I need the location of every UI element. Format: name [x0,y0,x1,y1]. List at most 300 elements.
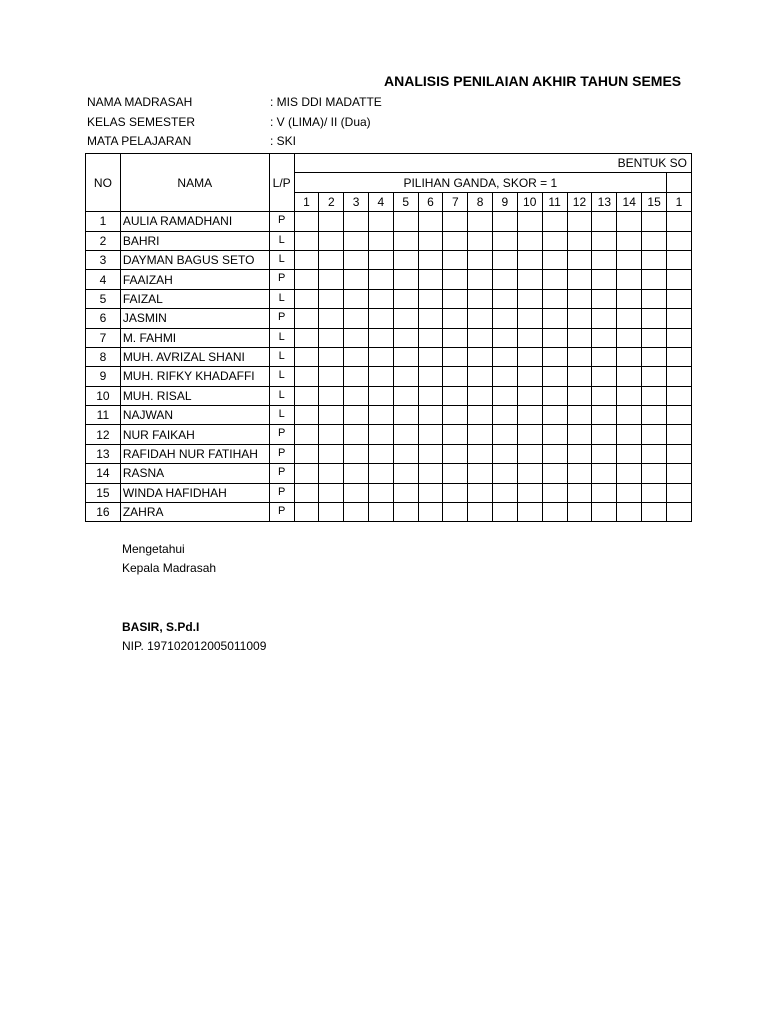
score-cell[interactable] [492,406,517,425]
table-row [86,250,692,269]
score-cell[interactable] [567,347,592,366]
score-cell[interactable] [667,289,692,308]
question-number-header: 4 [369,192,394,211]
score-cell[interactable] [567,464,592,483]
score-cell[interactable] [492,367,517,386]
score-cell[interactable] [542,309,567,328]
score-cell[interactable] [492,386,517,405]
score-cell[interactable] [418,328,443,347]
score-cell[interactable] [592,309,617,328]
score-cell[interactable] [418,347,443,366]
score-cell[interactable] [617,444,642,463]
score-cell[interactable] [667,503,692,522]
score-cell[interactable] [542,425,567,444]
score-cell[interactable] [492,270,517,289]
score-cell[interactable] [319,212,344,231]
score-cell[interactable] [344,270,369,289]
score-cell[interactable] [567,386,592,405]
table-row [86,367,692,386]
question-number-header: 13 [592,192,617,211]
score-cell[interactable] [344,212,369,231]
row-number: 11 [86,406,121,425]
score-cell[interactable] [592,270,617,289]
score-cell[interactable] [567,328,592,347]
score-cell[interactable] [418,270,443,289]
score-cell[interactable] [468,250,493,269]
score-cell[interactable] [642,503,667,522]
score-cell[interactable] [393,347,418,366]
score-cell[interactable] [319,231,344,250]
score-cell[interactable] [517,347,542,366]
student-name: DAYMAN BAGUS SETO [120,250,269,269]
score-cell[interactable] [369,464,394,483]
score-cell[interactable] [492,444,517,463]
score-cell[interactable] [567,289,592,308]
score-cell[interactable] [492,250,517,269]
student-name: NUR FAIKAH [120,425,269,444]
score-cell[interactable] [468,406,493,425]
score-cell[interactable] [592,367,617,386]
score-cell[interactable] [592,483,617,502]
table-row [86,289,692,308]
score-cell[interactable] [369,250,394,269]
student-name: MUH. RIFKY KHADAFFI [120,367,269,386]
score-cell[interactable] [319,270,344,289]
meta-value-nama-madrasah: : MIS DDI MADATTE [270,95,382,109]
score-cell[interactable] [642,367,667,386]
score-cell[interactable] [294,464,319,483]
score-cell[interactable] [667,328,692,347]
score-cell[interactable] [617,347,642,366]
score-cell[interactable] [617,367,642,386]
score-cell[interactable] [517,367,542,386]
score-cell[interactable] [294,386,319,405]
score-cell[interactable] [393,444,418,463]
score-cell[interactable] [642,386,667,405]
score-cell[interactable] [393,231,418,250]
score-cell[interactable] [567,444,592,463]
score-cell[interactable] [369,289,394,308]
score-cell[interactable] [468,212,493,231]
score-cell[interactable] [369,444,394,463]
score-cell[interactable] [642,289,667,308]
score-cell[interactable] [393,309,418,328]
score-cell[interactable] [344,309,369,328]
score-cell[interactable] [294,328,319,347]
score-cell[interactable] [642,309,667,328]
score-cell[interactable] [592,503,617,522]
score-cell[interactable] [542,464,567,483]
score-cell[interactable] [369,483,394,502]
score-cell[interactable] [294,483,319,502]
table-row [86,386,692,405]
score-cell[interactable] [468,270,493,289]
score-cell[interactable] [517,289,542,308]
score-cell[interactable] [418,309,443,328]
score-cell[interactable] [667,425,692,444]
score-cell[interactable] [443,270,468,289]
score-cell[interactable] [393,464,418,483]
score-cell[interactable] [592,444,617,463]
header-no: NO [86,154,121,212]
question-number-header: 9 [492,192,517,211]
score-cell[interactable] [294,231,319,250]
score-cell[interactable] [642,347,667,366]
score-cell[interactable] [468,464,493,483]
score-cell[interactable] [667,464,692,483]
score-cell[interactable] [418,289,443,308]
score-cell[interactable] [517,386,542,405]
student-name: RAFIDAH NUR FATIHAH [120,444,269,463]
score-cell[interactable] [592,212,617,231]
score-cell[interactable] [344,464,369,483]
score-cell[interactable] [517,483,542,502]
row-number: 1 [86,212,121,231]
score-cell[interactable] [369,503,394,522]
row-number: 10 [86,386,121,405]
score-cell[interactable] [542,503,567,522]
score-cell[interactable] [418,425,443,444]
score-cell[interactable] [542,483,567,502]
score-cell[interactable] [567,503,592,522]
score-cell[interactable] [542,212,567,231]
score-cell[interactable] [319,347,344,366]
score-cell[interactable] [319,406,344,425]
score-cell[interactable] [418,212,443,231]
score-cell[interactable] [443,328,468,347]
score-cell[interactable] [344,250,369,269]
score-cell[interactable] [667,212,692,231]
score-cell[interactable] [468,328,493,347]
score-cell[interactable] [542,328,567,347]
score-cell[interactable] [369,328,394,347]
table-row [86,483,692,502]
score-cell[interactable] [567,425,592,444]
score-cell[interactable] [468,347,493,366]
score-cell[interactable] [443,309,468,328]
score-cell[interactable] [344,347,369,366]
score-cell[interactable] [393,250,418,269]
score-cell[interactable] [517,406,542,425]
score-cell[interactable] [667,483,692,502]
score-cell[interactable] [592,425,617,444]
score-cell[interactable] [517,309,542,328]
score-cell[interactable] [492,483,517,502]
score-cell[interactable] [567,483,592,502]
score-cell[interactable] [418,250,443,269]
score-cell[interactable] [393,503,418,522]
score-cell[interactable] [468,444,493,463]
score-cell[interactable] [667,231,692,250]
score-cell[interactable] [319,328,344,347]
score-cell[interactable] [443,425,468,444]
score-cell[interactable] [617,503,642,522]
score-cell[interactable] [294,309,319,328]
score-cell[interactable] [567,231,592,250]
score-cell[interactable] [667,386,692,405]
score-cell[interactable] [294,367,319,386]
score-cell[interactable] [517,328,542,347]
score-cell[interactable] [642,444,667,463]
score-cell[interactable] [319,367,344,386]
score-cell[interactable] [369,347,394,366]
score-cell[interactable] [617,309,642,328]
score-cell[interactable] [468,386,493,405]
score-cell[interactable] [592,289,617,308]
score-cell[interactable] [369,270,394,289]
score-cell[interactable] [393,270,418,289]
score-cell[interactable] [319,425,344,444]
score-cell[interactable] [617,289,642,308]
score-cell[interactable] [617,250,642,269]
student-name: ZAHRA [120,503,269,522]
score-cell[interactable] [319,444,344,463]
score-cell[interactable] [393,425,418,444]
score-cell[interactable] [617,386,642,405]
score-cell[interactable] [369,406,394,425]
score-cell[interactable] [319,250,344,269]
score-cell[interactable] [319,483,344,502]
score-cell[interactable] [369,212,394,231]
table-row [86,212,692,231]
score-cell[interactable] [418,406,443,425]
score-cell[interactable] [617,328,642,347]
score-cell[interactable] [344,367,369,386]
score-cell[interactable] [492,212,517,231]
score-cell[interactable] [592,347,617,366]
row-number: 15 [86,483,121,502]
score-cell[interactable] [492,328,517,347]
score-cell[interactable] [393,367,418,386]
student-name: FAAIZAH [120,270,269,289]
row-number: 3 [86,250,121,269]
score-cell[interactable] [294,444,319,463]
score-cell[interactable] [294,406,319,425]
score-cell[interactable] [517,425,542,444]
score-cell[interactable] [592,406,617,425]
score-cell[interactable] [393,328,418,347]
meta-value-mata-pelajaran: : SKI [270,134,297,148]
score-cell[interactable] [418,231,443,250]
score-cell[interactable] [592,386,617,405]
score-cell[interactable] [517,250,542,269]
score-cell[interactable] [418,367,443,386]
score-cell[interactable] [344,328,369,347]
score-cell[interactable] [369,425,394,444]
score-cell[interactable] [567,270,592,289]
score-cell[interactable] [344,503,369,522]
score-cell[interactable] [642,250,667,269]
score-cell[interactable] [617,406,642,425]
score-cell[interactable] [642,483,667,502]
student-gender: P [269,444,294,463]
score-cell[interactable] [542,406,567,425]
score-analysis-table [85,153,692,522]
score-cell[interactable] [294,289,319,308]
score-cell[interactable] [393,212,418,231]
score-cell[interactable] [319,386,344,405]
score-cell[interactable] [294,347,319,366]
score-cell[interactable] [667,347,692,366]
meta-label-mata-pelajaran: MATA PELAJARAN [87,134,192,148]
score-cell[interactable] [567,212,592,231]
score-cell[interactable] [294,425,319,444]
score-cell[interactable] [667,406,692,425]
score-cell[interactable] [369,367,394,386]
score-cell[interactable] [468,425,493,444]
score-cell[interactable] [443,250,468,269]
score-cell[interactable] [592,464,617,483]
score-cell[interactable] [667,250,692,269]
score-cell[interactable] [468,309,493,328]
score-cell[interactable] [393,289,418,308]
score-cell[interactable] [492,309,517,328]
student-name: WINDA HAFIDHAH [120,483,269,502]
score-cell[interactable] [642,231,667,250]
score-cell[interactable] [492,289,517,308]
score-cell[interactable] [542,386,567,405]
score-cell[interactable] [567,309,592,328]
score-cell[interactable] [443,406,468,425]
score-cell[interactable] [443,289,468,308]
score-cell[interactable] [617,464,642,483]
footer-mengetahui: Mengetahui [122,542,185,556]
score-cell[interactable] [617,231,642,250]
score-cell[interactable] [542,367,567,386]
meta-label-kelas-semester: KELAS SEMESTER [87,115,196,129]
score-cell[interactable] [418,386,443,405]
table-row [86,347,692,366]
score-cell[interactable] [443,347,468,366]
score-cell[interactable] [642,425,667,444]
score-cell[interactable] [667,270,692,289]
score-cell[interactable] [443,386,468,405]
score-cell[interactable] [468,503,493,522]
score-cell[interactable] [443,367,468,386]
score-cell[interactable] [642,464,667,483]
score-cell[interactable] [369,386,394,405]
score-cell[interactable] [468,231,493,250]
score-cell[interactable] [369,231,394,250]
score-cell[interactable] [567,367,592,386]
score-cell[interactable] [492,425,517,444]
score-cell[interactable] [517,231,542,250]
score-cell[interactable] [567,250,592,269]
score-cell[interactable] [344,425,369,444]
score-cell[interactable] [443,231,468,250]
score-cell[interactable] [592,231,617,250]
score-cell[interactable] [369,309,394,328]
score-cell[interactable] [617,483,642,502]
score-cell[interactable] [294,250,319,269]
row-number: 4 [86,270,121,289]
score-cell[interactable] [517,212,542,231]
score-cell[interactable] [393,483,418,502]
score-cell[interactable] [418,444,443,463]
score-cell[interactable] [393,406,418,425]
score-cell[interactable] [542,289,567,308]
student-name: JASMIN [120,309,269,328]
score-cell[interactable] [443,483,468,502]
score-cell[interactable] [294,270,319,289]
score-cell[interactable] [542,444,567,463]
score-cell[interactable] [542,250,567,269]
score-cell[interactable] [592,250,617,269]
score-cell[interactable] [294,212,319,231]
header-row-1 [86,154,692,173]
score-cell[interactable] [542,347,567,366]
row-number: 2 [86,231,121,250]
score-cell[interactable] [592,328,617,347]
student-gender: P [269,212,294,231]
score-cell[interactable] [344,483,369,502]
score-cell[interactable] [492,503,517,522]
score-cell[interactable] [617,212,642,231]
score-cell[interactable] [492,231,517,250]
score-cell[interactable] [517,444,542,463]
score-cell[interactable] [667,367,692,386]
score-cell[interactable] [344,289,369,308]
score-cell[interactable] [393,386,418,405]
score-cell[interactable] [468,367,493,386]
score-cell[interactable] [344,444,369,463]
score-cell[interactable] [492,464,517,483]
question-number-header: 5 [393,192,418,211]
question-number-header: 15 [642,192,667,211]
score-cell[interactable] [617,270,642,289]
score-cell[interactable] [542,270,567,289]
score-cell[interactable] [468,289,493,308]
score-cell[interactable] [617,425,642,444]
score-cell[interactable] [517,464,542,483]
footer-signatory-name: BASIR, S.Pd.I [122,620,200,634]
score-cell[interactable] [443,212,468,231]
student-name: MUH. RISAL [120,386,269,405]
score-cell[interactable] [667,309,692,328]
score-cell[interactable] [418,483,443,502]
score-cell[interactable] [319,289,344,308]
score-cell[interactable] [567,406,592,425]
score-cell[interactable] [667,444,692,463]
score-cell[interactable] [642,212,667,231]
score-cell[interactable] [492,347,517,366]
score-cell[interactable] [443,464,468,483]
score-cell[interactable] [319,503,344,522]
score-cell[interactable] [344,386,369,405]
score-cell[interactable] [418,464,443,483]
score-cell[interactable] [642,328,667,347]
score-cell[interactable] [344,231,369,250]
score-cell[interactable] [642,270,667,289]
score-cell[interactable] [418,503,443,522]
student-name: AULIA RAMADHANI [120,212,269,231]
score-cell[interactable] [319,464,344,483]
header-next-section-blank [667,173,692,192]
score-cell[interactable] [344,406,369,425]
question-number-header: 7 [443,192,468,211]
score-cell[interactable] [642,406,667,425]
score-cell[interactable] [443,444,468,463]
score-cell[interactable] [294,503,319,522]
score-cell[interactable] [542,231,567,250]
score-cell[interactable] [319,309,344,328]
next-section-question-number: 1 [667,192,692,211]
score-cell[interactable] [517,270,542,289]
table-row [86,464,692,483]
score-cell[interactable] [443,503,468,522]
score-cell[interactable] [517,503,542,522]
score-cell[interactable] [468,483,493,502]
